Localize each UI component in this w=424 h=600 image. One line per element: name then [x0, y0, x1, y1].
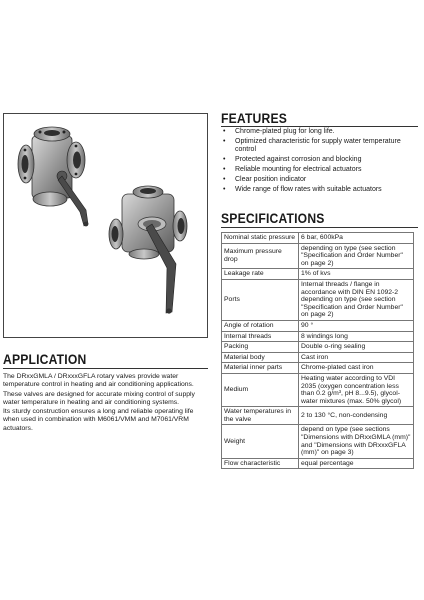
features-heading-rule: [221, 126, 418, 127]
spec-value: Double o-ring sealing: [299, 342, 414, 353]
spec-value: Heating water according to VDI 2035 (oxygen concentration less than 0.2 g/m³, pH 8...9.5), glycol-water mixtures (max. 50% glycol): [299, 373, 414, 406]
spec-param: Packing: [222, 342, 299, 353]
spec-param: Material body: [222, 352, 299, 363]
spec-param: Ports: [222, 279, 299, 320]
spec-param: Leakage rate: [222, 269, 299, 280]
application-paragraph: Its sturdy construction ensures a long and reliable operating life when used in combination with M6061/VMM and M7061/VRM actuators.: [3, 408, 194, 432]
specifications-heading-rule: [221, 227, 418, 228]
application-paragraph: These valves are designed for accurate mixing control of supply water temperature in heating and air conditioning systems.: [3, 390, 195, 406]
table-row: [222, 269, 414, 280]
product-photo-box: [3, 113, 208, 338]
flanged-rotary-valve-image: [18, 127, 88, 226]
table-row: [222, 425, 414, 458]
spec-value: 2 to 130 °C, non-condensing: [299, 407, 414, 425]
spec-param: Angle of rotation: [222, 320, 299, 331]
table-row: [222, 243, 414, 269]
spec-param: Flow characteristic: [222, 458, 299, 469]
spec-value: Internal threads / flange in accordance with DIN EN 1092-2 depending on type (see section "Specification and Order Number" on page 2): [299, 279, 414, 320]
spec-value: depending on type (see section "Specification and Order Number" on page 2): [299, 243, 414, 269]
features-list: [221, 128, 421, 196]
threaded-rotary-valve-image: [109, 186, 187, 314]
bullet: •: [223, 176, 226, 184]
table-row: [222, 363, 414, 374]
table-row: [222, 373, 414, 406]
feature-item: • Chrome-plated plug for long life.: [223, 128, 335, 135]
table-row: [222, 320, 414, 331]
spec-value: 8 windings long: [299, 331, 414, 342]
spec-value: 1% of kvs: [299, 269, 414, 280]
table-row: [222, 407, 414, 425]
table-row: [222, 331, 414, 342]
specifications-heading: SPECIFICATIONS: [221, 211, 325, 226]
table-row: [222, 352, 414, 363]
bullet: •: [223, 186, 226, 194]
table-row: [222, 342, 414, 353]
bullet: •: [223, 138, 226, 145]
feature-item: • Optimized characteristic for supply water temperature control: [223, 138, 401, 154]
feature-item: • Wide range of flow rates with suitable actuators: [223, 186, 382, 194]
spec-param: Water temperatures in the valve: [222, 407, 299, 425]
spec-param: Material inner parts: [222, 363, 299, 374]
spec-param: Maximum pressure drop: [222, 243, 299, 269]
table-row: [222, 233, 414, 244]
table-row: [222, 458, 414, 469]
spec-value: equal percentage: [299, 458, 414, 469]
spec-param: Nominal static pressure: [222, 233, 299, 244]
table-row: [222, 279, 414, 320]
spec-value: 6 bar, 600kPa: [299, 233, 414, 244]
spec-param: Internal threads: [222, 331, 299, 342]
spec-param: Medium: [222, 373, 299, 406]
application-heading-rule: [3, 368, 208, 369]
bullet: •: [223, 166, 226, 174]
spec-value: Cast iron: [299, 352, 414, 363]
bullet: •: [223, 128, 226, 135]
application-text: [3, 373, 208, 434]
specifications-table: [221, 232, 414, 469]
spec-value: Chrome-plated cast iron: [299, 363, 414, 374]
bullet: •: [223, 156, 226, 164]
valve-illustration: [4, 114, 207, 337]
application-heading: APPLICATION: [3, 352, 87, 367]
feature-item: • Clear position indicator: [223, 176, 307, 184]
spec-value: depend on type (see sections "Dimensions with DRxxGMLA (mm)" and "Dimensions with DRxxxGFLA (mm)" on page 3): [299, 425, 414, 458]
spec-value: 90 °: [299, 320, 414, 331]
feature-item: • Protected against corrosion and blocking: [223, 156, 362, 164]
features-heading: FEATURES: [221, 111, 288, 126]
application-paragraph: The DRxxGMLA / DRxxxGFLA rotary valves provide water temperature control in heating and air conditioning applications.: [3, 373, 194, 389]
spec-param: Weight: [222, 425, 299, 458]
feature-item: • Reliable mounting for electrical actuators: [223, 166, 362, 174]
